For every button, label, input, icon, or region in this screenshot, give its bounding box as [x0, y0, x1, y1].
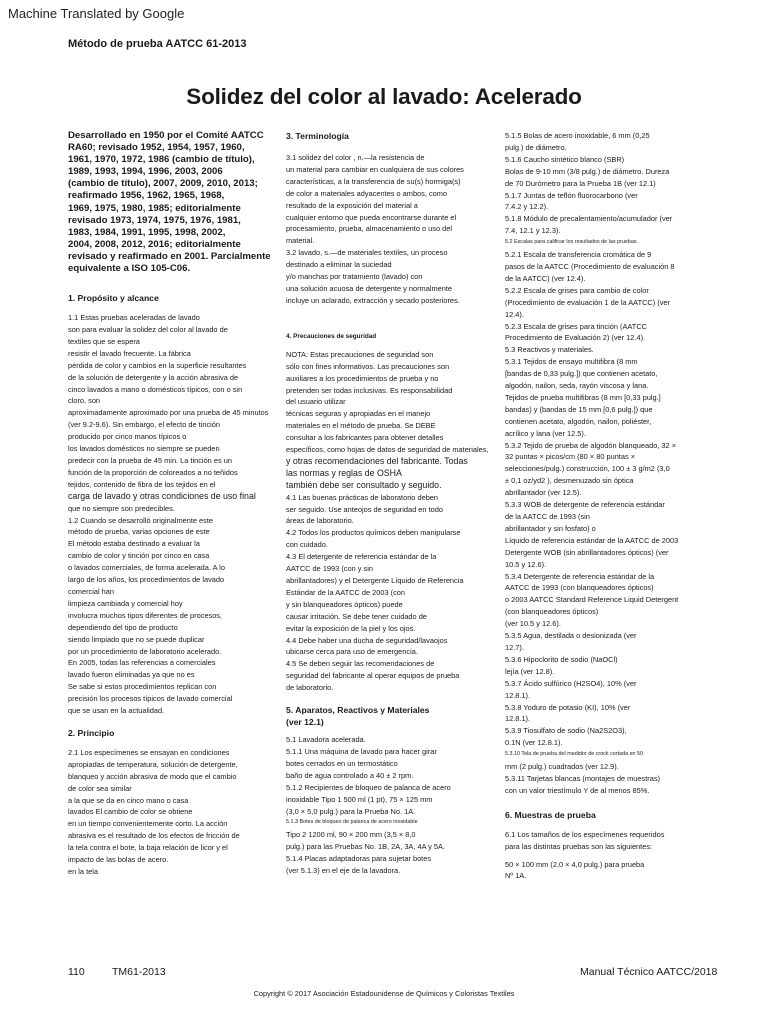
method-code: Método de prueba AATCC 61-2013: [68, 38, 247, 50]
text-line: de laboratorio.: [286, 683, 334, 693]
history-line: (cambio de título), 2007, 2009, 2010, 2013;: [68, 178, 258, 190]
section-heading: (ver 12.1): [286, 717, 324, 728]
text-line: 5.3.2 Tejido de prueba de algodón blanqueado, 32 ×: [505, 440, 677, 450]
text-line: 5.1.7 Juntas de teflón fluorocarbono (ver: [505, 190, 638, 200]
text-line: son para evaluar la solidez del color al lavado de: [68, 325, 228, 335]
text-line: [bandas de 0,33 pulg.]) que contienen acetato,: [505, 369, 658, 379]
text-line: y sin blanqueadores ópticos) puede: [286, 599, 403, 609]
text-line: cinco lavados a mano o domésticos típicos, con o sin: [68, 384, 243, 394]
text-line: y/o manchas por tratamiento (lavado) con: [286, 272, 423, 282]
text-line: largo de los años, los procedimientos de lavado: [68, 575, 225, 585]
text-line: bandas) y (bandas de 15 mm [0,6 pulg.]) que: [505, 404, 653, 414]
text-line: que se usan en la actualidad.: [68, 706, 165, 716]
column-1: [68, 130, 280, 878]
text-line: inoxidable Tipo 1 500 ml (1 pt), 75 × 125 mm: [286, 794, 433, 804]
text-line: 4.1 Las buenas prácticas de laboratorio deben: [286, 492, 439, 502]
text-line: características, a la transferencia de su(s) hormiga(s): [286, 176, 461, 186]
text-line: 32 puntas × picos/cm (80 × 80 puntas ×: [505, 452, 636, 462]
text-line: a la que se da en cinco mano o casa: [68, 795, 189, 805]
text-line: AATCC de 1993 (con blanqueadores ópticos): [505, 583, 654, 593]
text-line: producido por cinco manos típicos o: [68, 432, 187, 442]
text-line: blanqueo y acción abrasiva de modo que el cambio: [68, 771, 237, 781]
text-line: textiles que se espera: [68, 336, 140, 346]
text-line: 5.2.3 Escala de grises para tinción (AATCC: [505, 321, 647, 331]
spacer: [286, 694, 512, 704]
text-line: con cuidado.: [286, 540, 328, 550]
text-line: apropiadas de temperatura, solución de detergente,: [68, 759, 238, 769]
text-line: 5.3.7 Ácido sulfúrico (H2SO4), 10% (ver: [505, 678, 637, 688]
text-line: predecir con la prueba de 45 min. La tinción es un: [68, 456, 232, 465]
text-line: 5.3.5 Agua, destilada o desionizada (ver: [505, 631, 637, 641]
text-line: ± 0,1 oz/yd2 ), desmenuzado sin óptica: [505, 476, 634, 486]
text-line: selecciones/pulg.) construcción, 100 ± 3 g/m2 (3,0: [505, 464, 670, 474]
history-line: 1989, 1993, 1994, 1996, 2003, 2006: [68, 166, 223, 178]
section-heading: 5. Aparatos, Reactivos y Materiales: [286, 705, 430, 716]
text-line: por un procedimiento de laboratorio acelerado.: [68, 646, 222, 656]
text-line: Detergente WOB (sin abrillantadores ópticos) (ver: [505, 547, 669, 557]
text-line: contienen acetato, algodón, nailon, poliéster,: [505, 416, 652, 426]
page-title: Solidez del color al lavado: Acelerado: [186, 84, 582, 109]
text-line: abrillantador (ver 12.5).: [505, 488, 582, 498]
history-line: reafirmado 1956, 1962, 1965, 1968,: [68, 190, 225, 202]
text-line: sólo con fines informativos. Las precauciones son: [286, 361, 450, 371]
text-line: consultar a los fabricantes para obtener detalles: [286, 433, 444, 443]
text-line: ubicarse cerca para uso de emergencia.: [286, 647, 418, 657]
text-line: precisión los procesos típicos de lavado comercial: [68, 694, 233, 704]
spacer: [68, 275, 280, 292]
text-line: o 2003 AATCC Standard Reference Liquid Detergent: [505, 595, 679, 605]
text-line: 5.3 Reactivos y materiales.: [505, 345, 594, 355]
text-line: siendo limpiado que no se puede duplicar: [68, 634, 205, 644]
text-line: (ver 10.5 y 12.6).: [505, 619, 561, 629]
text-line: causar irritación. Se debe tener cuidado de: [286, 611, 427, 621]
history-line: revisado 1973, 1974, 1975, 1976, 1981,: [68, 214, 241, 226]
history-line: 1969, 1975, 1980, 1985; editorialmente: [68, 202, 241, 214]
text-line: procesamiento, prueba, almacenamiento o uso del: [286, 224, 452, 234]
spacer: [505, 821, 731, 829]
text-line: 5.1.4 Placas adaptadoras para sujetar botes: [286, 854, 432, 864]
text-line: aproximadamente aproximado por una prueba de 45 minutos: [68, 408, 269, 418]
text-line: Bolas de 9-10 mm (3/8 pulg.) de diámetro. Dureza: [505, 166, 670, 176]
text-line: 5.3.11 Tarjetas blancas (montajes de muestras): [505, 773, 661, 783]
spacer: [68, 717, 280, 727]
text-line: 5.1.8 Módulo de precalentamiento/acumulador (ver: [505, 214, 673, 224]
text-line: materiales en el método de prueba. Se DEBE: [286, 421, 436, 431]
text-line: 1.2 Cuando se desarrolló originalmente este: [68, 515, 214, 525]
text-line: en un tiempo convenientemente corto. La acción: [68, 819, 228, 829]
text-line: la tela contra el bote, la baja relación de licor y el: [68, 843, 228, 853]
text-line: 5.2 Escalas para calificar los resultados de las pruebas.: [505, 239, 639, 246]
text-line: botes cerrados en un termostático: [286, 758, 398, 768]
text-line: 12.8.1).: [505, 714, 531, 724]
text-line: abrasiva es el resultado de los efectos de fricción de: [68, 831, 240, 841]
text-line: una solución acuosa de detergente y normalmente: [286, 283, 452, 293]
text-line: áreas de laboratorio.: [286, 516, 354, 526]
text-line: 5.3.8 Yoduro de potasio (KI), 10% (ver: [505, 702, 631, 712]
text-line: pasos de la AATCC (Procedimiento de evaluación 8: [505, 261, 675, 271]
copyright: Copyright © 2017 Asociación Estadounidense de Químicos y Coloristas Textiles: [253, 989, 515, 998]
history-line: revisado y reafirmado en 2001. Parcialmente: [68, 250, 271, 262]
text-line: 3.1 solidez del color , n.—la resistencia de: [286, 153, 425, 162]
text-line: auxiliares a los procedimientos de prueba y no: [286, 373, 439, 383]
text-line: función de la proporción de coloreados a no teñidos: [68, 467, 238, 477]
text-line: mm (2 pulg.) cuadrados (ver 12.9).: [505, 762, 619, 772]
translation-banner: Machine Translated by Google: [8, 6, 185, 21]
text-line: (3,0 × 5,0 pulg.) para la Prueba No. 1A.: [286, 806, 416, 816]
spacer: [68, 739, 280, 747]
history-line: 1961, 1970, 1972, 1986 (cambio de título),: [68, 154, 255, 166]
doc-code: TM61-2013: [112, 966, 166, 978]
manual-name: Manual Técnico AATCC/2018: [580, 966, 718, 978]
text-line: cloro, son: [68, 396, 101, 406]
text-line: comercial han: [68, 586, 115, 596]
text-line: o lavados comerciales, de forma acelerada. A lo: [68, 563, 225, 573]
text-line: en la tela: [68, 867, 98, 876]
text-line: limpieza cambiada y comercial hoy: [68, 598, 183, 608]
text-line: lavados El cambio de color se obtiene: [68, 807, 193, 817]
text-line: acrílico y lana (ver 12.5).: [505, 428, 586, 438]
text-line: lejía (ver 12.8).: [505, 666, 555, 676]
text-line: 4.4 Debe haber una ducha de seguridad/lavaojos: [286, 635, 448, 645]
text-line: 12.4).: [505, 309, 524, 319]
text-line: 5.3.1 Tejidos de ensayo multifibra (8 mm: [505, 357, 638, 367]
text-line: ser seguido. Use anteojos de seguridad en todo: [286, 504, 443, 514]
text-line: NOTA: Estas precauciones de seguridad son: [286, 349, 434, 359]
text-line: baño de agua controlado a 40 ± 2 rpm.: [286, 770, 414, 780]
text-line: impacto de las bolas de acero.: [68, 855, 169, 865]
text-line: En 2005, todas las referencias a comerciales: [68, 658, 216, 668]
text-line: 5.2.2 Escala de grises para cambio de color: [505, 285, 649, 295]
text-line: cambio de color y tinción por cinco en casa: [68, 551, 210, 561]
text-line: de la solución de detergente y la acción abrasiva de: [68, 372, 239, 382]
text-line: 2.1 Los especímenes se ensayan en condiciones: [68, 747, 230, 757]
text-line: para las distintas pruebas son las siguientes:: [505, 841, 653, 851]
text-line: pulg.) de diámetro.: [505, 142, 567, 152]
text-line: del usuario utilizar: [286, 397, 346, 407]
text-line: que no siempre son predecibles.: [68, 503, 175, 513]
text-line: lavado fueron eliminadas ya que no es: [68, 670, 195, 680]
text-line: 4.5 Se deben seguir las recomendaciones de: [286, 659, 435, 669]
text-line: 5.1 Lavadora acelerada.: [286, 735, 366, 745]
text-line: 5.1.1 Una máquina de lavado para hacer girar: [286, 746, 437, 756]
text-line: de la AATCC) (ver 12.4).: [505, 273, 586, 283]
history-line: 2004, 2008, 2012, 2016; editorialmente: [68, 238, 241, 250]
text-line: abrillantadores) y el Detergente Líquido de Referencia: [286, 576, 464, 585]
column-3: [505, 130, 731, 882]
text-line: Se sabe si estos procedimientos replican con: [68, 682, 217, 692]
text-line: material.: [286, 236, 315, 246]
text-line: Nº 1A.: [505, 871, 527, 881]
section-heading: 2. Principio: [68, 727, 115, 738]
text-line: Líquido de referencia estándar de la AATCC de 2003: [505, 535, 679, 545]
text-line: (ver 9.2-9.6). Sin embargo, el efecto de tinción: [68, 420, 220, 430]
text-line: con un valor triestímulo Y de al menos 85%.: [505, 785, 650, 795]
text-line: 0.1N (ver 12.8.1).: [505, 738, 563, 748]
text-line: 7.4.2 y 12.2).: [505, 202, 549, 212]
text-line: El método estaba destinado a evaluar la: [68, 539, 200, 549]
text-line: 50 × 100 mm (2,0 × 4,0 pulg.) para prueba: [505, 859, 645, 869]
spacer: [286, 307, 512, 331]
text-line: involucra muchos tipos diferentes de procesos,: [68, 610, 223, 620]
section-heading: 4. Precauciones de seguridad: [286, 332, 377, 340]
text-line: 12.7).: [505, 642, 524, 652]
text-line: 10.5 y 12.6).: [505, 559, 547, 569]
text-line: los lavados domésticos no siempre se pueden: [68, 444, 220, 454]
text-line: 5.3.6 Hipoclorito de sodio (NaOCl): [505, 654, 618, 664]
history-line: Desarrollado en 1950 por el Comité AATCC: [68, 130, 264, 141]
section-heading: 1. Propósito y alcance: [68, 293, 159, 304]
section-heading: 6. Muestras de prueba: [505, 809, 596, 820]
history-line: equivalente a ISO 105-C06.: [68, 263, 191, 275]
text-line: 5.1.3 Botes de bloqueo de palanca de acero inoxidable: [286, 819, 418, 826]
text-line: 5.2.1 Escala de transferencia cromática de 9: [505, 250, 652, 260]
page-number: 110: [68, 966, 85, 978]
text-line: 3.2 lavado, s.—de materiales textiles, un proceso: [286, 248, 448, 258]
text-line: de color sea similar: [68, 783, 132, 793]
text-line: algodón, nailon, seda, rayón viscosa y lana.: [505, 381, 649, 391]
text-line: pretenden ser todas inclusivas. Es responsabilidad: [286, 385, 453, 395]
text-line: y otras recomendaciones del fabricante. Todas: [286, 455, 468, 466]
text-line: técnicas seguras y apropiadas en el manejo: [286, 409, 431, 419]
history-line: 1983, 1984, 1991, 1995, 1998, 2002,: [68, 226, 226, 238]
text-line: 5.3.10 Tela de prueba del medidor de crock cortada en 50: [505, 751, 644, 758]
text-line: específicos, como hojas de datos de seguridad de materiales,: [286, 445, 489, 455]
text-line: dependiendo del tipo de producto: [68, 622, 178, 632]
text-line: carga de lavado y otras condiciones de uso final: [68, 490, 256, 501]
text-line: 6.1 Los tamaños de los especímenes requeridos: [505, 829, 665, 839]
text-line: de la AATCC de 1993 (sin: [505, 512, 590, 521]
spacer: [286, 142, 512, 152]
text-line: de color a materiales adyacentes o ambos, como: [286, 188, 448, 198]
text-line: 5.3.9 Tiosulfato de sodio (Na2S2O3),: [505, 726, 627, 736]
text-line: (Procedimiento de evaluación 1 de la AATCC) (ver: [505, 297, 670, 307]
text-line: abrillantador y sin fosfato) o: [505, 523, 596, 533]
text-line: AATCC de 1993 (con y sin: [286, 564, 373, 574]
text-line: 12.8.1).: [505, 690, 531, 700]
text-line: 5.3.4 Detergente de referencia estándar de la: [505, 571, 655, 581]
text-line: también debe ser consultado y seguido.: [286, 479, 442, 490]
spacer: [68, 304, 280, 312]
text-line: las normas y reglas de OSHA: [286, 467, 402, 478]
history-line: RA60; revisado 1952, 1954, 1957, 1960,: [68, 142, 245, 154]
text-line: 5.1.5 Bolas de acero inoxidable, 6 mm (0,25: [505, 131, 650, 140]
text-line: (ver 5.1.3) en el eje de la lavadora.: [286, 866, 401, 876]
text-line: Tipo 2 1200 ml, 90 × 200 mm (3,5 × 8,0: [286, 830, 416, 840]
section-heading: 3. Terminología: [286, 131, 349, 141]
text-line: Estándar de la AATCC de 2003 (con: [286, 587, 406, 597]
text-line: 5.1.6 Caucho sintético blanco (SBR): [505, 154, 625, 164]
text-line: tejidos, contenido de fibra de los tejidos en el: [68, 479, 216, 489]
text-line: cualquier entorno que pueda encontrarse durante el: [286, 212, 457, 222]
text-line: pulg.) para las Pruebas No. 1B, 2A, 3A, 4A y 5A.: [286, 842, 445, 852]
text-line: 7.4, 12.1 y 12.3).: [505, 226, 561, 236]
text-line: 1.1 Estas pruebas aceleradas de lavado: [68, 313, 200, 323]
text-line: pérdida de color y cambios en la superficie resultantes: [68, 360, 247, 370]
text-line: incluye un aclarado, extracción y secado posteriores.: [286, 295, 460, 305]
text-line: 5.3.3 WOB de detergente de referencia estándar: [505, 500, 665, 510]
text-line: 4.2 Todos los productos químicos deben manipularse: [286, 528, 461, 538]
column-2: [286, 130, 512, 877]
text-line: Procedimiento de Evaluación 2) (ver 12.4).: [505, 333, 646, 343]
text-line: destinado a eliminar la suciedad: [286, 260, 392, 270]
text-line: resistir el lavado frecuente. La fábrica: [68, 348, 191, 358]
text-line: Tejidos de prueba multifibras (8 mm [0,33 pulg.]: [505, 392, 661, 402]
text-line: 5.1.2 Recipientes de bloqueo de palanca de acero: [286, 782, 451, 792]
text-line: método de prueba, varias opciones de este: [68, 527, 210, 537]
text-line: seguridad del fabricante al operar equipos de prueba: [286, 671, 460, 681]
spacer: [505, 797, 731, 809]
text-line: un material para cambiar en cualquiera de sus colores: [286, 164, 464, 174]
text-line: resultado de la exposición del material a: [286, 200, 418, 210]
text-line: (con blanqueadores ópticos): [505, 607, 599, 617]
text-line: 4.3 El detergente de referencia estándar de la: [286, 552, 437, 562]
text-line: evitar la exposición de la piel y los ojos.: [286, 623, 416, 633]
text-line: de 70 Durómetro para la Prueba 1B (ver 12.1): [505, 178, 656, 188]
